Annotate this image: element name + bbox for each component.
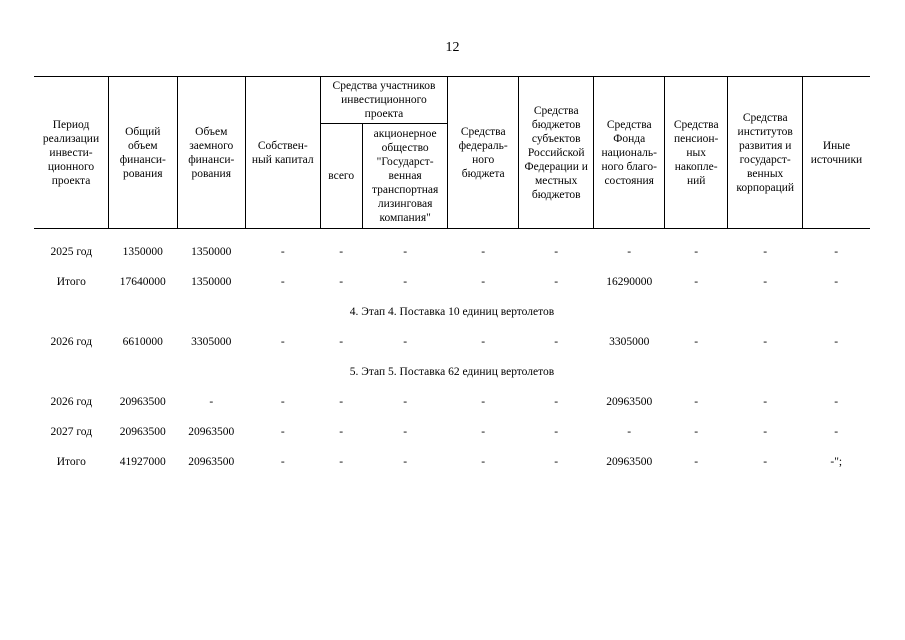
header-loan: Объем заемного финанси-рования (177, 77, 245, 229)
table-cell: - (339, 246, 344, 258)
table-cell: - (694, 336, 699, 348)
table-cell: - (694, 456, 699, 468)
table-cell: - (694, 426, 699, 438)
header-other: Иные источники (802, 77, 870, 229)
stage-5-row-title: 5. Этап 5. Поставка 62 единиц вертолетов (349, 366, 555, 378)
table-cell: - (763, 336, 768, 348)
header-participants-gtlk: акционерное общество "Государст-венная транспортная лизинговая компания" (362, 124, 448, 229)
table-cell: - (481, 426, 486, 438)
header-federal: Средства федераль-ного бюджета (448, 77, 519, 229)
table-cell: - (694, 276, 699, 288)
stage-4-row-title: 4. Этап 4. Поставка 10 единиц вертолетов (349, 306, 555, 318)
table-cell: - (403, 426, 408, 438)
table-cell: 6610000 (122, 336, 163, 348)
table-cell: - (403, 456, 408, 468)
page-number: 12 (445, 40, 460, 55)
table-cell: 41927000 (119, 456, 166, 468)
header-participants-all: всего (320, 124, 362, 229)
header-regional: Средства бюджетов субъектов Российской Федерации и местных бюджетов (518, 77, 594, 229)
table-cell: - (280, 246, 285, 258)
table-cell: - (339, 396, 344, 408)
table-row (34, 417, 870, 447)
table-cell: - (763, 396, 768, 408)
table-cell: - (763, 426, 768, 438)
header-total: Общий объем финанси-рования (109, 77, 177, 229)
row-period-cell: 2026 год (50, 336, 93, 348)
table-row (34, 267, 870, 297)
financing-table-container (34, 76, 870, 477)
table-cell: - (554, 426, 559, 438)
table-cell: - (280, 426, 285, 438)
table-row (34, 237, 870, 267)
table-cell: - (481, 276, 486, 288)
financing-table (34, 76, 870, 477)
table-cell: - (763, 276, 768, 288)
table-row (34, 327, 870, 357)
table-cell: - (834, 396, 839, 408)
header-pension: Средства пенсион-ных накопле-ний (664, 77, 727, 229)
table-cell: - (481, 396, 486, 408)
table-cell: 3305000 (191, 336, 232, 348)
table-cell: 20963500 (606, 396, 653, 408)
stage-4-row (34, 297, 870, 327)
table-cell: 1350000 (191, 276, 232, 288)
table-cell: - (339, 336, 344, 348)
table-cell: - (763, 456, 768, 468)
table-cell: - (339, 276, 344, 288)
row-period-cell: Итого (56, 456, 86, 468)
table-cell: 1350000 (122, 246, 163, 258)
table-cell: 17640000 (119, 276, 166, 288)
table-cell: 20963500 (119, 396, 166, 408)
table-cell: - (403, 396, 408, 408)
table-cell: - (627, 426, 632, 438)
table-cell: - (763, 246, 768, 258)
table-cell: - (481, 456, 486, 468)
header-participants: Средства участников инвестиционного проекта (320, 77, 448, 124)
header-institutes: Средства институтов развития и государст-венных корпораций (728, 77, 803, 229)
table-cell: - (694, 396, 699, 408)
table-cell: - (694, 246, 699, 258)
table-cell: - (554, 336, 559, 348)
table-cell: -"; (830, 456, 843, 468)
table-cell: 16290000 (606, 276, 653, 288)
table-row (34, 387, 870, 417)
table-cell: - (403, 246, 408, 258)
row-period-cell: 2026 год (50, 396, 93, 408)
header-nwf: Средства Фонда националь-ного благо-состояния (594, 77, 665, 229)
table-cell: - (403, 336, 408, 348)
stage-5-row (34, 357, 870, 387)
table-row (34, 447, 870, 477)
table-cell: - (403, 276, 408, 288)
table-cell: - (554, 276, 559, 288)
table-cell: - (280, 276, 285, 288)
row-period-cell: Итого (56, 276, 86, 288)
table-body (34, 229, 870, 478)
table-cell: - (627, 246, 632, 258)
table-cell: 20963500 (606, 456, 653, 468)
table-cell: 20963500 (188, 456, 235, 468)
table-cell: - (280, 456, 285, 468)
table-cell: 3305000 (609, 336, 650, 348)
row-period-cell: 2027 год (50, 426, 93, 438)
table-cell: 1350000 (191, 246, 232, 258)
header-own-capital: Собствен-ный капитал (246, 77, 321, 229)
table-cell: - (481, 336, 486, 348)
table-cell: - (481, 246, 486, 258)
table-cell: - (209, 396, 214, 408)
table-cell: - (554, 456, 559, 468)
table-cell: - (554, 246, 559, 258)
table-cell: - (834, 246, 839, 258)
table-header (34, 77, 870, 229)
table-cell: - (339, 456, 344, 468)
row-period-cell: 2025 год (50, 246, 93, 258)
table-cell: - (554, 396, 559, 408)
table-cell: - (834, 336, 839, 348)
table-cell: 20963500 (119, 426, 166, 438)
table-cell: - (280, 336, 285, 348)
header-period: Период реализации инвести-ционного проекта (42, 118, 100, 187)
table-cell: - (280, 396, 285, 408)
table-cell: - (834, 276, 839, 288)
table-cell: 20963500 (188, 426, 235, 438)
table-cell: - (834, 426, 839, 438)
table-cell: - (339, 426, 344, 438)
